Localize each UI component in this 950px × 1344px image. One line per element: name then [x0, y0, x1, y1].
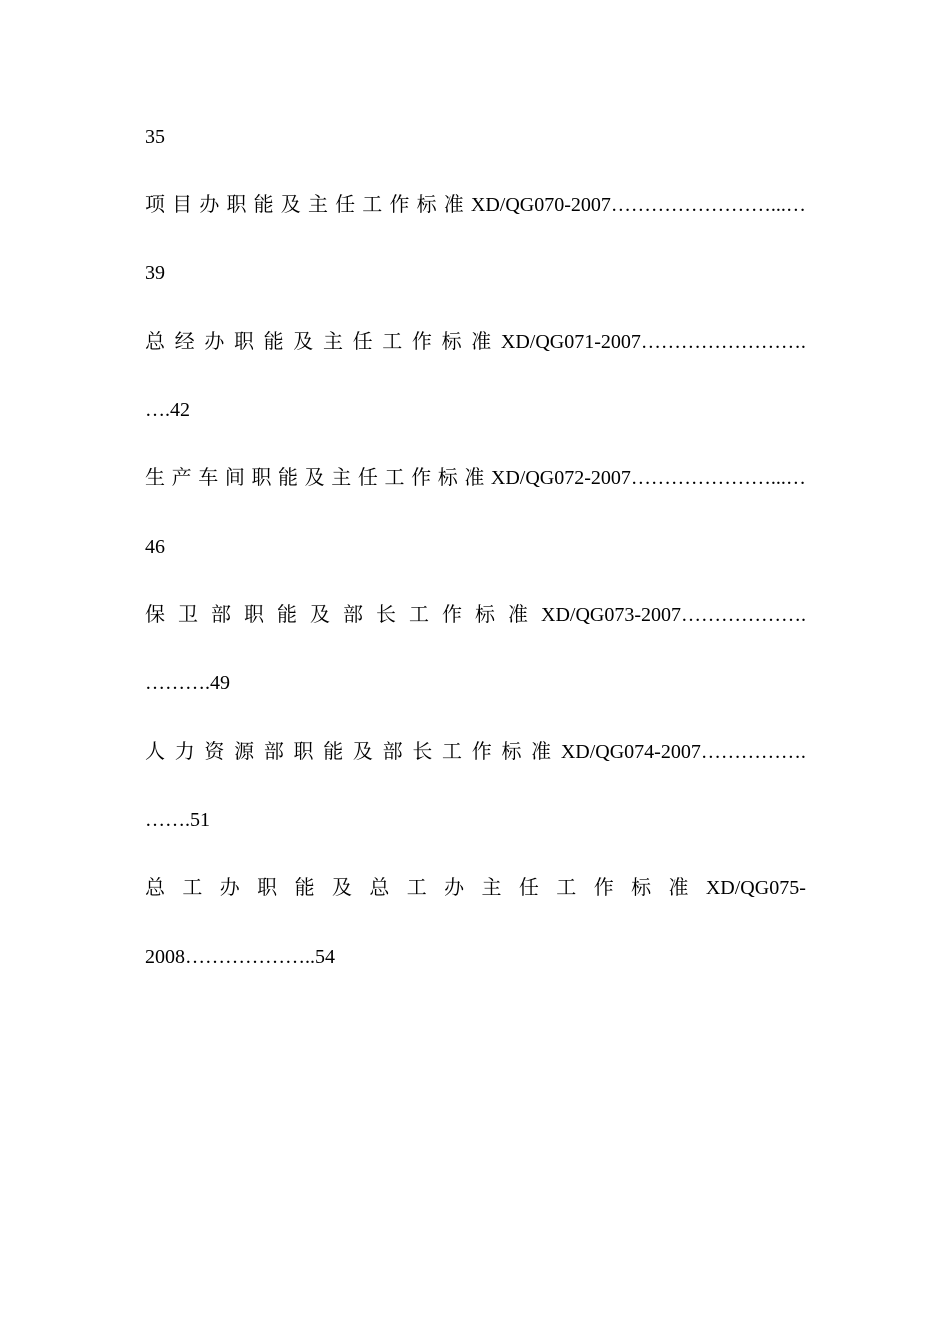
toc-page-number: 39 — [145, 262, 165, 284]
toc-entry-xd-qg074: 人 力 资 源 部 职 能 及 部 长 工 作 标 准 XD/QG074-2007……………. — [145, 741, 806, 763]
toc-entry-xd-qg070: 项 目 办 职 能 及 主 任 工 作 标 准 XD/QG070-2007……………………...… — [145, 194, 806, 216]
toc-entry-xd-qg071: 总 经 办 职 能 及 主 任 工 作 标 准 XD/QG071-2007……………………. — [145, 331, 806, 353]
toc-page-number: ….42 — [145, 399, 190, 421]
toc-entry-xd-qg072: 生 产 车 间 职 能 及 主 任 工 作 标 准 XD/QG072-2007…………………...… — [145, 467, 806, 489]
toc-page-number: 35 — [145, 126, 165, 148]
toc-page-number: 46 — [145, 536, 165, 558]
toc-page-number: ……….49 — [145, 672, 230, 694]
toc-entry-xd-qg075: 总 工 办 职 能 及 总 工 办 主 任 工 作 标 准 XD/QG075- — [145, 877, 806, 899]
toc-entry-xd-qg073: 保 卫 部 职 能 及 部 长 工 作 标 准 XD/QG073-2007………………. — [145, 604, 806, 626]
toc-page-number: 2008………………..54 — [145, 946, 335, 968]
toc-page-number: …….51 — [145, 809, 210, 831]
